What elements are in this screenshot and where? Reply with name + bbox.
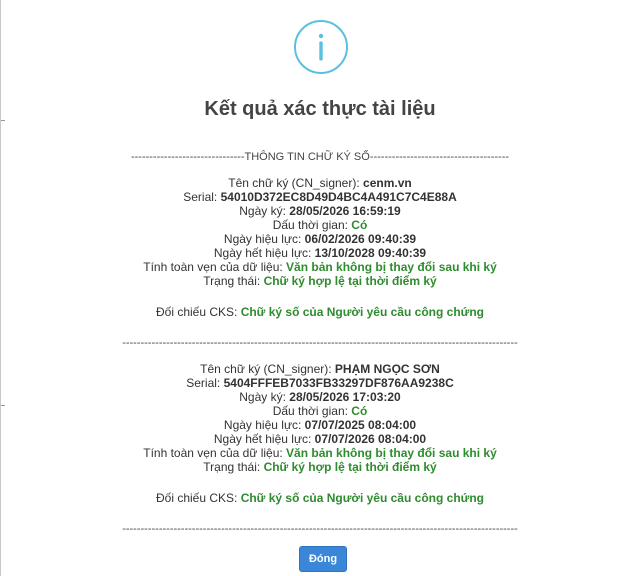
compare-value: Chữ ký số của Người yêu cầu công chứng	[240, 305, 484, 319]
signer-row	[1, 176, 638, 190]
timestamp-row	[1, 404, 638, 418]
compare-value: Chữ ký số của Người yêu cầu công chứng	[240, 491, 484, 505]
signature-block-2	[1, 362, 638, 505]
valid-from-label: Ngày hiệu lực:	[223, 418, 305, 432]
valid-to-row	[1, 432, 638, 446]
integrity-value: Văn bản không bị thay đổi sau khi ký	[286, 446, 497, 460]
close-button[interactable]: Đóng	[299, 546, 347, 572]
sign-date-row	[1, 390, 638, 404]
header-separator: -------------------------------THÔNG TIN CHỮ KÝ SỐ--------------------------------------	[130, 151, 510, 163]
status-value: Chữ ký hợp lệ tại thời điểm ký	[263, 274, 437, 288]
timestamp-value: Có	[351, 218, 368, 232]
valid-from-value: 06/02/2026 09:40:39	[304, 232, 417, 246]
serial-label: Serial:	[183, 190, 221, 204]
timestamp-value: Có	[351, 404, 368, 418]
info-icon	[294, 20, 348, 74]
sign-date-value: 28/05/2026 17:03:20	[289, 390, 401, 404]
serial-label: Serial:	[186, 376, 224, 390]
mid-separator: ------------------------------------------------------------------------------------------------------------	[122, 337, 518, 349]
valid-from-row	[1, 232, 638, 246]
status-label: Trạng thái:	[203, 274, 264, 288]
compare-label: Đối chiếu CKS:	[155, 305, 241, 319]
sign-date-label: Ngày ký:	[239, 390, 290, 404]
integrity-row	[1, 446, 638, 460]
status-value: Chữ ký hợp lệ tại thời điểm ký	[263, 460, 437, 474]
status-row	[1, 274, 638, 288]
info-glyph	[296, 22, 346, 72]
signature-info	[1, 150, 638, 536]
signature-block-1	[1, 176, 638, 319]
integrity-label: Tính toàn vẹn của dữ liệu:	[143, 446, 287, 460]
valid-from-value: 07/07/2025 08:04:00	[304, 418, 417, 432]
serial-row	[1, 376, 638, 390]
sign-date-label: Ngày ký:	[239, 204, 290, 218]
timestamp-label: Dấu thời gian:	[272, 218, 352, 232]
timestamp-row	[1, 218, 638, 232]
status-label: Trạng thái:	[203, 460, 264, 474]
sign-date-value: 28/05/2026 16:59:19	[289, 204, 401, 218]
end-separator: ------------------------------------------------------------------------------------------------------------	[122, 523, 518, 535]
compare-row	[1, 491, 638, 505]
compare-row	[1, 305, 638, 319]
sign-date-row	[1, 204, 638, 218]
status-row	[1, 460, 638, 474]
signer-value: cenm.vn	[363, 176, 412, 190]
compare-label: Đối chiếu CKS:	[155, 491, 241, 505]
valid-to-value: 07/07/2026 08:04:00	[314, 432, 427, 446]
valid-to-label: Ngày hết hiệu lực:	[213, 432, 315, 446]
integrity-value: Văn bản không bị thay đổi sau khi ký	[286, 260, 497, 274]
dialog-title: Kết quả xác thực tài liệu	[204, 98, 436, 120]
valid-from-row	[1, 418, 638, 432]
valid-to-label: Ngày hết hiệu lực:	[213, 246, 315, 260]
timestamp-label: Dấu thời gian:	[272, 404, 352, 418]
integrity-label: Tính toàn vẹn của dữ liệu:	[143, 260, 287, 274]
signer-label: Tên chữ ký (CN_signer):	[228, 176, 364, 190]
serial-value: 5404FFFEB7033FB33297DF876AA9238C	[223, 376, 454, 390]
serial-row	[1, 190, 638, 204]
valid-to-row	[1, 246, 638, 260]
valid-from-label: Ngày hiệu lực:	[223, 232, 305, 246]
signer-label: Tên chữ ký (CN_signer):	[200, 362, 335, 376]
integrity-row	[1, 260, 638, 274]
signer-row	[1, 362, 638, 376]
signer-value: PHẠM NGỌC SƠN	[334, 362, 440, 376]
valid-to-value: 13/10/2028 09:40:39	[314, 246, 427, 260]
serial-value: 54010D372EC8D49D4BC4A491C7C4E88A	[220, 190, 457, 204]
